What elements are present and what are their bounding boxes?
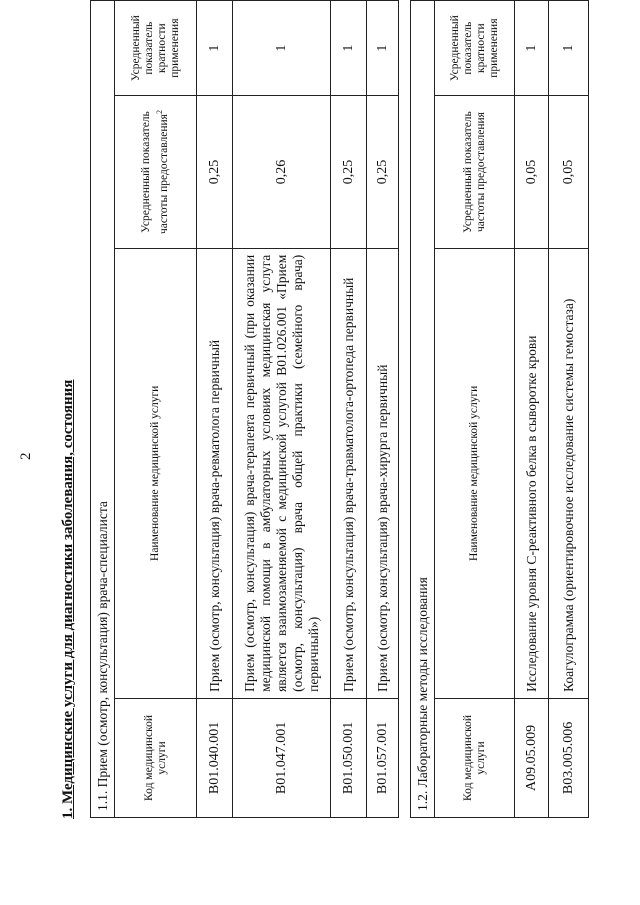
section-heading: 1. Медицинские услуги для диагностики заболевания, состояния — [60, 379, 76, 819]
col-header-freq: Усредненный показатель частоты предоставления — [435, 96, 515, 248]
table-caption: 1.1. Прием (осмотр, консультация) врача-специалиста — [91, 1, 115, 818]
multiplicity-value: 1 — [515, 1, 549, 96]
table-row — [197, 1, 233, 818]
multiplicity-value: 1 — [367, 1, 399, 96]
multiplicity-value: 1 — [197, 1, 233, 96]
frequency-value: 0,05 — [549, 96, 589, 248]
table-row — [233, 1, 331, 818]
table-row — [331, 1, 367, 818]
multiplicity-value: 1 — [549, 1, 589, 96]
service-name: Исследование уровня С-реактивного белка в сыворотке крови — [515, 248, 549, 698]
frequency-value: 0,25 — [367, 96, 399, 248]
table-row — [549, 1, 589, 818]
multiplicity-value: 1 — [233, 1, 331, 96]
service-name: Прием (осмотр, консультация) врача-терапевта первичный (при оказании медицинской помощи в амбулаторных условиях медицинская услуга является взаимозаменяемой с медицинской услугой B01.026.001 «Прием (осмотр, консультация) врача общей практики (семейного врача) первичный») — [233, 248, 331, 698]
table-caption: 1.2. Лабораторные методы исследования — [411, 1, 435, 818]
consultations-table — [90, 0, 399, 818]
lab-methods-table — [410, 0, 589, 818]
col-header-name: Наименование медицинской услуги — [435, 248, 515, 698]
multiplicity-value: 1 — [331, 1, 367, 96]
service-code: B01.047.001 — [233, 698, 331, 817]
col-header-mult: Усредненный показатель кратности применения — [435, 1, 515, 96]
service-name: Прием (осмотр, консультация) врача-травматолога-ортопеда первичный — [331, 248, 367, 698]
page-number: 2 — [18, 452, 34, 460]
col-header-code: Код медицинской услуги — [115, 698, 197, 817]
col-header-mult: Усредненный показатель кратности применения — [115, 1, 197, 96]
service-code: B01.040.001 — [197, 698, 233, 817]
service-code: B03.005.006 — [549, 698, 589, 817]
table-row — [515, 1, 549, 818]
service-name: Прием (осмотр, консультация) врача-хирурга первичный — [367, 248, 399, 698]
frequency-value: 0,26 — [233, 96, 331, 248]
frequency-value: 0,25 — [197, 96, 233, 248]
col-header-freq: Усредненный показатель частоты предоставления$^2$ — [115, 96, 197, 248]
service-code: B01.057.001 — [367, 698, 399, 817]
service-name: Коагулограмма (ориентировочное исследование системы гемостаза) — [549, 248, 589, 698]
table-row — [367, 1, 399, 818]
service-name: Прием (осмотр, консультация) врача-ревматолога первичный — [197, 248, 233, 698]
service-code: A09.05.009 — [515, 698, 549, 817]
col-header-name: Наименование медицинской услуги — [115, 248, 197, 698]
col-header-code: Код медицинской услуги — [435, 698, 515, 817]
frequency-value: 0,25 — [331, 96, 367, 248]
service-code: B01.050.001 — [331, 698, 367, 817]
frequency-value: 0,05 — [515, 96, 549, 248]
